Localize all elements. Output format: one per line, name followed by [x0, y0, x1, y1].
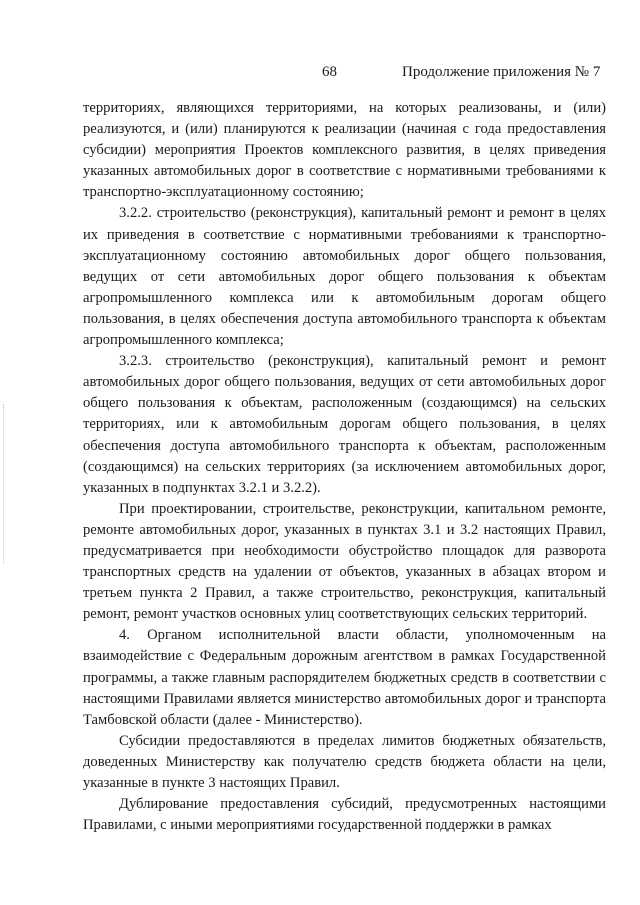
scan-margin-mark [3, 404, 7, 564]
appendix-continuation-label: Продолжение приложения № 7 [402, 64, 601, 80]
paragraph-subsidy-limits: Субсидии предоставляются в пределах лимитов бюджетных обязательств, доведенных Министерству как получателю средств бюджета области на цели, указанные в пункте 3 настоящих Правил. [83, 732, 606, 791]
paragraph-3-2-2: 3.2.2. строительство (реконструкция), капитальный ремонт и ремонт в целях их приведения в соответствие с нормативными требованиями к транспортно-эксплуатационному состоянию автомобильных дорог общего пользования, ведущих от сети автомобильных дорог общего пользования к объектам агропромышленного комплекса или к автомобильным дорогам общего пользования, в целях обеспечения доступа автомобильного транспорта к объектам агропромышленного комплекса; [83, 205, 606, 349]
page-number: 68 [322, 64, 337, 80]
paragraph-design-requirements: При проектировании, строительстве, реконструкции, капитальном ремонте, ремонте автомобильных дорог, указанных в пунктах 3.1 и 3.2 настоящих Правил, предусматривается при необходимости обустройство площадок для разворота транспортных средств на удалении от объектов, указанных в абзацах втором и третьем пункта 2 Правил, а также строительство, реконструкция, капитальный ремонт, ремонт участков основных улиц соответствующих сельских территорий. [83, 500, 606, 623]
paragraph-3-2-3: 3.2.3. строительство (реконструкция), капитальный ремонт и ремонт автомобильных дорог общего пользования, ведущих от сети автомобильных дорог общего пользования к объектам, расположенным (создающимся) на сельских территориях, или к автомобильным дорогам общего пользования, в целях обеспечения доступа автомобильного транспорта к объектам, расположенным (создающимся) на сельских территориях (за исключением автомобильных дорог, указанных в подпунктах 3.2.1 и 3.2.2). [83, 353, 606, 496]
document-body [83, 98, 606, 836]
paragraph-continued: территориях, являющихся территориями, на которых реализованы, и (или) реализуются, и (или) планируются к реализации (начиная с года предоставления субсидии) мероприятия Проектов комплексного развития, в целях приведения указанных автомобильных дорог в соответствие с нормативными требованиями к транспортно-эксплуатационному состоянию; [83, 100, 606, 201]
paragraph-duplication: Дублирование предоставления субсидий, предусмотренных настоящими Правилами, с иными мероприятиями государственной поддержки в рамках [83, 796, 606, 834]
paragraph-4: 4. Органом исполнительной власти области, уполномоченным на взаимодействие с Федеральным дорожным агентством в рамках Государственной программы, а также главным распорядителем бюджетных средств в соответствии с настоящими Правилами является министерство автомобильных дорог и транспорта Тамбовской области (далее - Министерство). [83, 627, 606, 728]
page-header [0, 64, 640, 84]
